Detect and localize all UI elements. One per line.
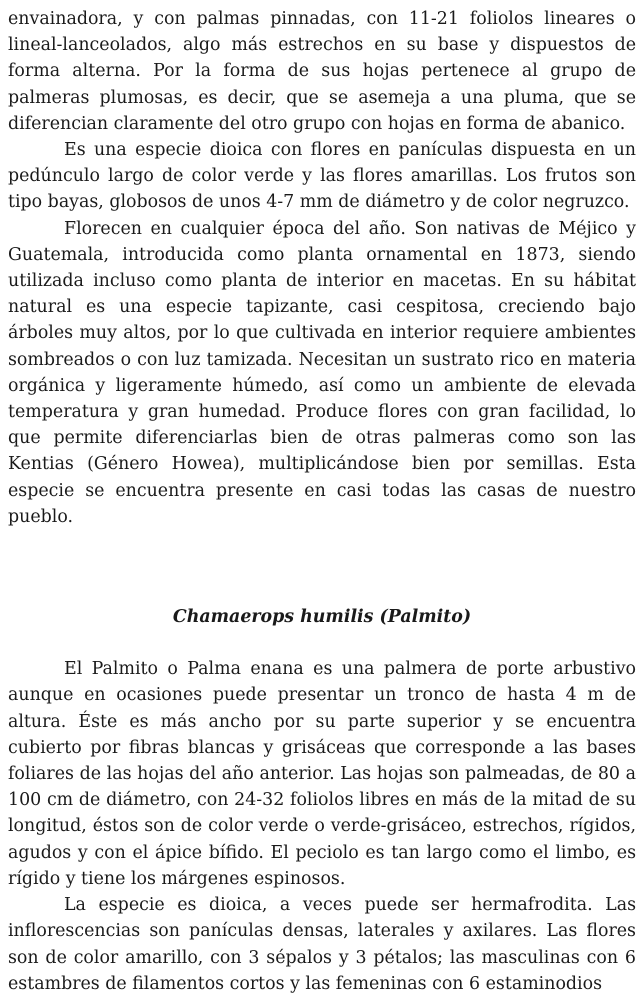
paragraph-flowers-fruits: Es una especie dioica con flores en panículas dispuesta en un pedúnculo largo de color verde y las flores amarillas. Los frutos son tipo bayas, globosos de unos 4-7 mm de diámetro y de color negruzco.: [8, 140, 636, 213]
paragraph-habitat-cultivation: Florecen en cualquier época del año. Son nativas de Méjico y Guatemala, introducida como planta ornamental en 1873, siendo utilizada incluso como planta de interior en macetas. En su hábitat natural es una especie tapizante, casi cespitosa, creciendo bajo árboles muy altos, por lo que cultivada en interior requiere ambientes sombreados o con luz tamizada. Necesitan un sustrato rico en materia orgánica y ligeramente húmedo, así como un ambiente de elevada temperatura y gran humedad. Produce flores con gran facilidad, lo que permite diferenciarlas bien de otras palmeras como son las Kentias (Género Howea), multiplicándose bien por semillas. Esta especie se encuentra presente en casi todas las casas de nuestro pueblo.: [8, 218, 636, 527]
document-page: [8, 6, 636, 997]
section-heading-chamaerops: Chamaerops humilis (Palmito): [172, 607, 472, 628]
paragraph-leaf-description: envainadora, y con palmas pinnadas, con 11-21 foliolos lineares o lineal-lanceolados, algo más estrechos en su base y dispuestos de forma alterna. Por la forma de sus hojas pertenece al grupo de palmeras plumosas, es decir, que se asemeja a una pluma, que se diferencian claramente del otro grupo con hojas en forma de abanico.: [8, 9, 636, 134]
paragraph-palmito-description: El Palmito o Palma enana es una palmera de porte arbustivo aunque en ocasiones puede presentar un tronco de hasta 4 m de altura. Éste es más ancho por su parte superior y se encuentra cubierto por fibras blancas y grisáceas que corresponde a las bases foliares de las hojas del año anterior. Las hojas son palmeadas, de 80 a 100 cm de diámetro, con 24-32 foliolos libres en más de la mitad de su longitud, éstos son de color verde o verde-grisáceo, estrechos, rígidos, agudos y con el ápice bífido. El peciolo es tan largo como el limbo, es rígido y tiene los márgenes espinosos.: [8, 659, 636, 889]
paragraph-palmito-flowers: La especie es dioica, a veces puede ser hermafrodita. Las inflorescencias son panículas densas, laterales y axilares. Las flores son de color amarillo, con 3 sépalos y 3 pétalos; las masculinas con 6 estambres de filamentos cortos y las femeninas con 6 estaminodios: [8, 895, 636, 994]
